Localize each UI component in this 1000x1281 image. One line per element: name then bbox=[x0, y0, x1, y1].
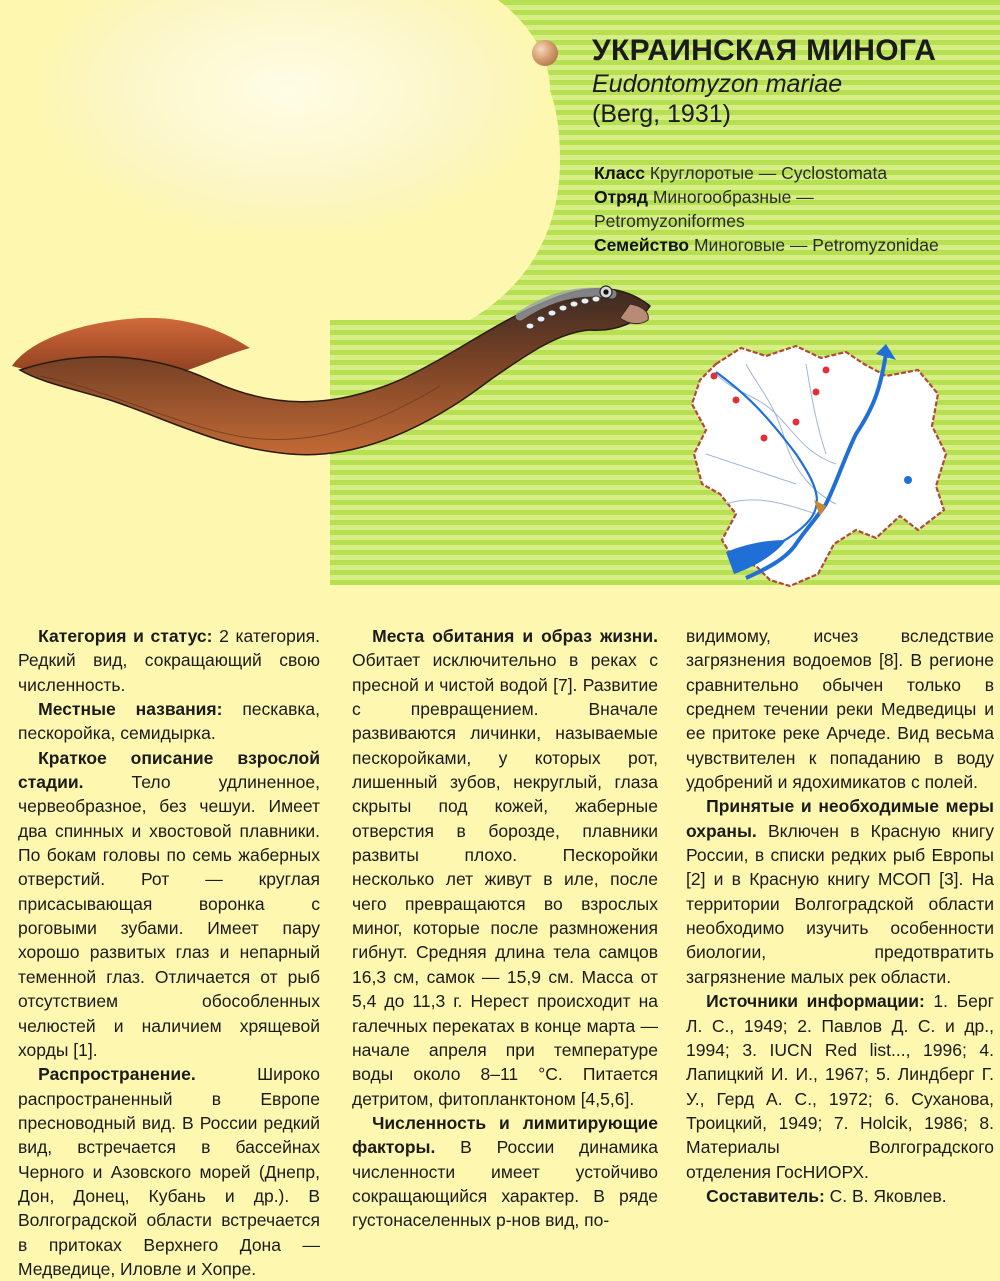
paragraph-status bbox=[18, 624, 320, 697]
latin-name: Eudontomyzon mariae bbox=[592, 70, 843, 98]
taxonomy-class bbox=[594, 161, 939, 185]
paragraph-description bbox=[18, 746, 320, 1062]
author-year: (Berg, 1931) bbox=[592, 100, 731, 128]
paragraph-distribution bbox=[18, 1062, 320, 1281]
distribution-text: Широко распространенный в Европе пресноводный вид. В России редкий вид, встречается в бассейнах Черного и Азовского морей (Днепр, Дон, Донец, Кубань и др.). В Волгоградской области встречается в притоках Верхнего Дона — Медведице, Иловле и Хопре. bbox=[18, 1064, 320, 1279]
taxonomy-family bbox=[594, 233, 939, 257]
description-heading: Краткое описание взрослой стадии. bbox=[18, 747, 320, 793]
paragraph-population-cont: видимому, исчез вследствие загрязнения водоемов [8]. В регионе сравнительно обычен только в среднем течении реки Медведицы и ее притоке реке Арчеде. Вид весьма чувствителен к попаданию в воду удобрений и ядохимикатов с полей. bbox=[686, 626, 994, 793]
sources-heading: Источники информации: bbox=[706, 991, 925, 1012]
lamprey-illustration bbox=[0, 260, 680, 500]
population-heading: Численность и лимитирующие факторы. bbox=[352, 1112, 658, 1158]
habitat-heading: Места обитания и образ жизни. bbox=[372, 626, 658, 646]
habitat-text: Обитает исключительно в реках с пресной и чистой водой [7]. Развитие с превращением. Вначале развиваются личинки, называемые пескоройками, у которых рот, лишенный зубов, некруглый, глаза скрыты под кожей, жаберные отверстия в борозде, плавники развиты плохо. Пескоройки несколько лет живут в иле, после чего превращаются во взрослых миног, которые после размножения гибнут. Средняя длина тела самцов 16,3 см, самок — 15,9 см. Масса от 5,4 до 11,3 г. Нерест происходит на галечных перекатах в конце марта — начале апреля при температуре воды около 8–11 °С. Питается детритом, фитопланктоном [4,5,6]. bbox=[352, 650, 658, 1109]
local-names-text: пескавка, пескоройка, семидырка. bbox=[18, 699, 320, 744]
text-column-1 bbox=[18, 624, 320, 1281]
paragraph-protection bbox=[686, 794, 994, 989]
paragraph-population bbox=[352, 1111, 658, 1233]
compiler-text: С. В. Яковлев. bbox=[824, 1185, 947, 1206]
taxonomy-order bbox=[594, 185, 939, 209]
class-value: Круглоротые — Cyclostomata bbox=[645, 163, 888, 183]
population-text: В России динамика численности имеет устойчиво сокращающийся характер. В ряде густонаселенных р-нов вид, по- bbox=[352, 1137, 658, 1231]
text-column-2 bbox=[352, 624, 658, 1233]
local-names-heading: Местные названия: bbox=[38, 699, 223, 720]
taxonomy-block bbox=[594, 161, 939, 257]
volgograd-region-map bbox=[686, 334, 952, 598]
family-label: Семейство bbox=[594, 235, 690, 255]
status-heading: Категория и статус: bbox=[38, 626, 213, 646]
species-title: УКРАИНСКАЯ МИНОГА bbox=[592, 34, 937, 67]
class-label: Класс bbox=[594, 163, 645, 183]
paragraph-sources bbox=[686, 989, 994, 1184]
family-value: Миноговые — Petromyzonidae bbox=[689, 235, 939, 255]
description-text: Тело удлиненное, червеобразное, без чешуи. Имеет два спинных и хвостовой плавники. По бокам головы по семь жаберных отверстий. Рот — круглая присасывающая воронка с роговыми зубами. Имеет пару хорошо развитых глаз и непарный теменной глаз. Отличается от рыб отсутствием обособленных челюстей и наличием хрящевой хорды [1]. bbox=[18, 772, 320, 1060]
paragraph-compiler bbox=[686, 1184, 994, 1208]
protection-heading: Принятые и необходимые меры охраны. bbox=[686, 796, 994, 841]
protection-text: Включен в Красную книгу России, в списки редких рыб Европы [2] и в Красную книгу МСОП [3]. На территории Волгоградской области необходимо изучить особенности биологии, предотвратить загрязнение малых рек области. bbox=[686, 820, 994, 987]
paragraph-local-names bbox=[18, 697, 320, 746]
order-label: Отряд bbox=[594, 187, 648, 207]
text-column-3 bbox=[686, 624, 994, 1208]
title-bullet-icon bbox=[532, 40, 558, 66]
taxonomy-order-cont: Petromyzoniformes bbox=[594, 211, 745, 231]
status-text: 2 категория. Редкий вид, сокращающий свою численность. bbox=[18, 626, 320, 695]
order-value: Миногообразные — bbox=[647, 187, 814, 207]
sources-text: 1. Берг Л. С., 1949; 2. Павлов Д. С. и др., 1994; 3. IUCN Red list..., 1996; 4. Лапицкий И. И., 1967; 5. Линдберг Г. У., Герд А. С., 1972; 6. Суханова, Троицкий, 1949; 7. Holcik, 1986; 8. Материалы Волгоградского отделения ГосНИОРХ. bbox=[686, 991, 994, 1182]
paragraph-habitat bbox=[352, 624, 658, 1111]
compiler-heading: Составитель: bbox=[706, 1185, 825, 1206]
distribution-heading: Распространение. bbox=[38, 1064, 196, 1085]
